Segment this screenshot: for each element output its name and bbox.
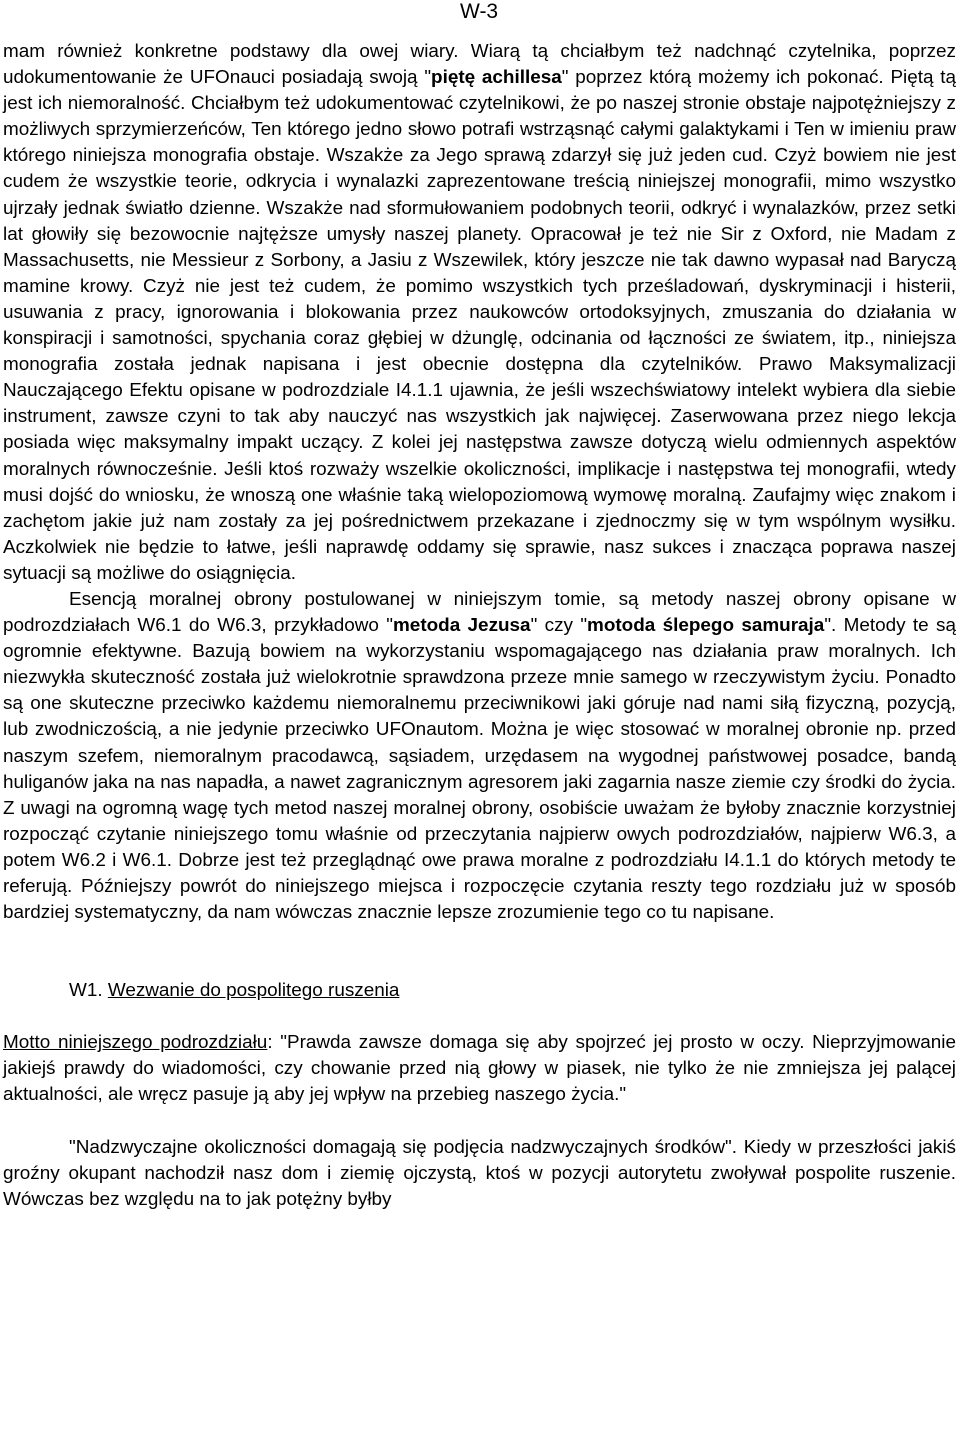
bold-text: piętę achillesa — [431, 67, 562, 89]
text-run: " poprzez którą możemy ich pokonać. Piętą tą jest ich niemoralność. Chciałbym też udokumentować czytelnikowi, że po naszej stronie obstaje najpotężniejszy z możliwych sprzymierzeńców, Ten którego jedno słowo potrafi wstrząsnąć całymi galaktykami i Ten w imieniu praw którego niniejsza monografia obstaje. Wszakże za Jego sprawą zdarzył się już jeden cud. Czyż bowiem nie jest cudem że wszystkie teorie, odkrycia i wynalazki zaprezentowane treścią niniejszej monografii, mimo wszystko ujrzały jednak światło dzienne. Wszakże nad sformułowaniem podobnych teorii, odkryć i wynalazków, przez setki lat głowiły się bezowocnie najtęższe umysły naszej planety. Opracował je też nie Sir z Oxford, nie Madam z Massachusetts, nie Messieur z Sorbony, a Jasiu z Wszewilek, który jeszcze nie tak dawno wypasał nad Baryczą mamine krowy. Czyż nie jest też cudem, że pomimo wszystkich tych prześladowań, dyskryminacji i histerii, usuwania z pracy, ignorowania i blokowania przez naukowców ortodoksyjnych, zmuszania do działania w konspiracji i samotności, spychania coraz głębiej w dżunglę, odcinania od łączności ze światem, itp., niniejsza monografia została jednak napisana i jest obecnie dostępna dla czytelników. Prawo Maksymalizacji Nauczającego Efektu opisane w podrozdziale I4.1.1 ujawnia, że jeśli wszechświatowy intelekt wybiera dla siebie instrument, zawsze czyni to tak aby nauczyć nas wszystkich jak najwięcej. Zaserwowana przez niego lekcja posiada więc maksymalny impakt uczący. Z kolei jej następstwa zawsze dotyczą wielu odmiennych aspektów moralnych równocześnie. Jeśli ktoś rozważy wszelkie okoliczności, implikacje i następstwa tej monografii, wtedy musi dojść do wniosku, że wnoszą one właśnie taką wielopoziomową wymowę moralną. Zaufajmy więc znakom i zachętom jakie już nam zostały za jej pośrednictwem przekazane i zjednoczmy się w tym wspólnym wysiłku. Aczkolwiek nie będzie to łatwe, jeśli naprawdę oddamy się sprawie, nasz sukces i znacząca poprawa naszej sytuacji są możliwe do osiągnięcia. — [3, 67, 957, 584]
motto-text: : "Prawda zawsze domaga się aby spojrzeć jej prosto w oczy. Nieprzyjmowanie jakiejś prawdy do wiadomości, czy chowanie przed nią głowy w piasek, nie tylko że nie zmniejsza jej palącej aktualności, ale wręcz pasuje ją aby jej wpływ na przebieg naszego życia." — [3, 1032, 956, 1106]
motto-label: Motto niniejszego podrozdziału — [3, 1032, 268, 1054]
document-body — [3, 39, 956, 1213]
spacer — [3, 1004, 956, 1030]
text-run: ". Metody te są ogromnie efektywne. Bazują bowiem na wykorzystaniu wspomagającego nas działania praw moralnych. Ich niezwykła skuteczność została już wielokrotnie sprawdzona przeze mnie samego w rzeczywistym życiu. Ponadto są one skuteczne przeciwko każdemu niemoralnemu przeciwnikowi jaki góruje nad nami siłą fizyczną, pozycją, lub zwodniczością, a nie jedynie przeciwko UFOnautom. Można je więc stosować w moralnej obronie np. przed naszym szefem, niemoralnym pracodawcą, sąsiadem, urzędasem na wygodnej państwowej posadce, bandą huliganów jaka na nas napadła, a nawet zagranicznym agresorem jaki zagarnia nasze ziemie czy środki do życia. Z uwagi na ogromną wagę tych metod naszej moralnej obrony, osobiście uważam że byłoby znacznie korzystniej rozpocząć czytanie niniejszego tomu właśnie od przeczytania najpierw owych podrozdziałów, najpierw W6.3, a potem W6.2 i W6.1. Dobrze jest też przeglądnąć owe prawa moralne z podrozdziału I4.1.1 do których metody te referują. Późniejszy powrót do niniejszego miejsca i rozpoczęcie czytania reszty tego rozdziału już w sposób bardziej systematyczny, da nam wówczas znacznie lepsze zrozumienie tego co tu napisane. — [3, 615, 956, 924]
motto-paragraph — [3, 1030, 956, 1108]
text-run: "Nadzwyczajne okoliczności domagają się podjęcia nadzwyczajnych środków". Kiedy w przeszłości jakiś groźny okupant nachodził nasz dom i ziemię ojczystą, ktoś w pozycji autorytetu zwoływał pospolite ruszenie. Wówczas bez względu na to jak potężny byłby — [3, 1136, 956, 1210]
spacer — [3, 1109, 956, 1135]
paragraph-intro — [3, 39, 956, 587]
bold-text: motoda ślepego samuraja — [587, 615, 825, 637]
paragraph-extraordinary — [3, 1135, 956, 1213]
section-heading — [3, 978, 956, 1004]
page-number: W-3 — [460, 0, 499, 23]
text-run: " czy " — [530, 615, 588, 637]
paragraph-defense-methods — [3, 587, 956, 926]
spacer — [3, 926, 956, 978]
text-run: Esencją moralnej obrony postulowanej w niniejszym tomie, są metody naszej obrony opisane w podrozdziałach W6.1 do W6.3, przykładowo " — [3, 588, 956, 637]
text-run: mam również konkretne podstawy dla owej wiary. Wiarą tą chciałbym też nadchnąć czytelnika, poprzez udokumentowanie że UFOnauci posiadają swoją " — [3, 41, 956, 89]
section-title: Wezwanie do pospolitego ruszenia — [107, 980, 400, 1002]
bold-text: metoda Jezusa — [393, 615, 531, 637]
section-number: W1. — [69, 980, 103, 1002]
